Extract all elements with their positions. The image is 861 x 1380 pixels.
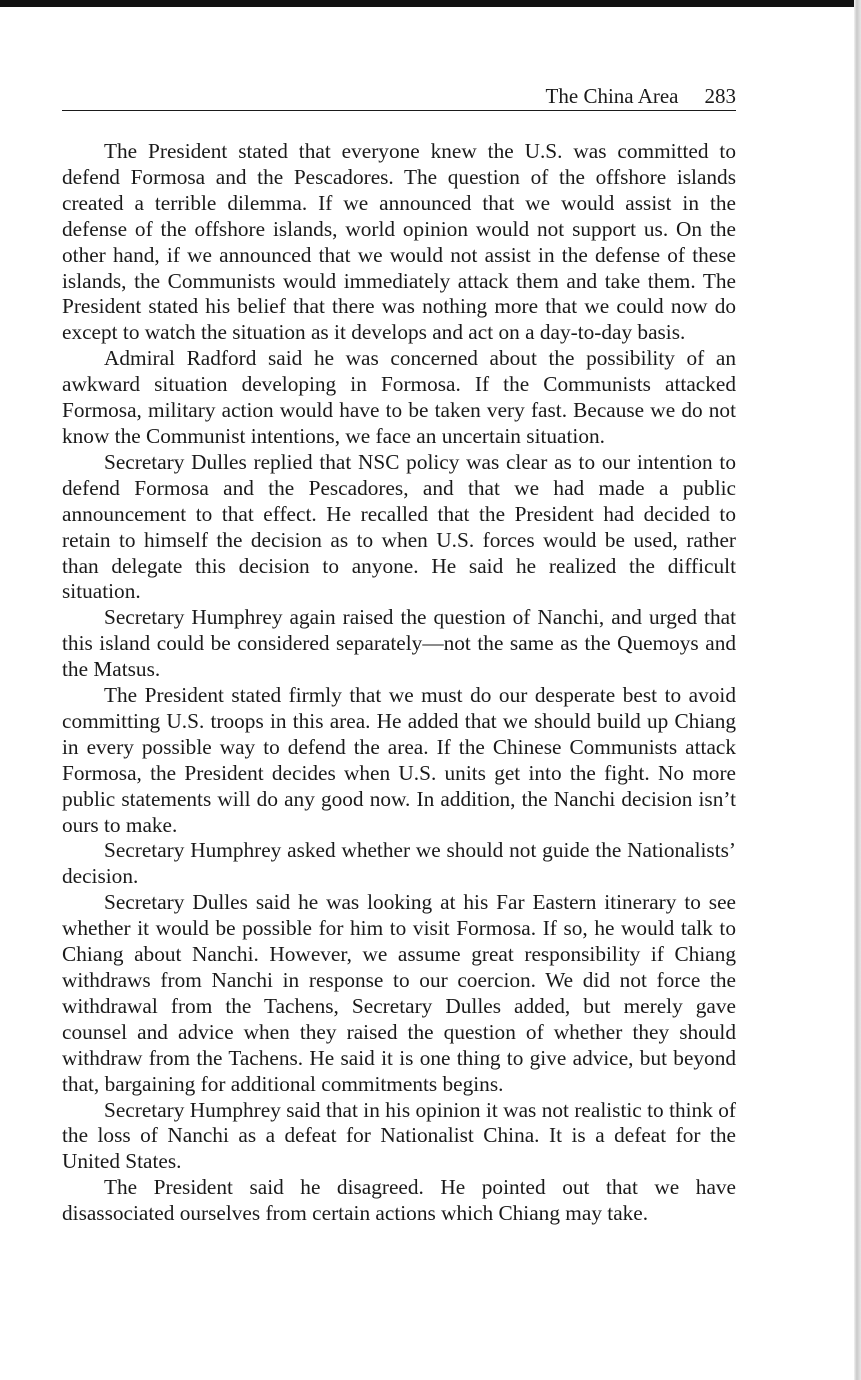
body-text	[62, 139, 736, 1227]
paragraph: The President said he disagreed. He pointed out that we have disassociated ourselves from certain actions which Chiang may take.	[62, 1175, 736, 1226]
paragraph: Secretary Humphrey asked whether we should not guide the Nationalists’ decision.	[62, 838, 736, 889]
paragraph: Secretary Humphrey again raised the question of Nanchi, and urged that this island could be considered separately—not the same as the Quemoys and the Matsus.	[62, 605, 736, 682]
running-head-title: The China Area	[545, 84, 679, 108]
paragraph: Secretary Humphrey said that in his opinion it was not realistic to think of the loss of Nanchi as a defeat for Nationalist China. It is a defeat for the United States.	[62, 1097, 736, 1174]
paragraph: Admiral Radford said he was concerned about the possibility of an awkward situation developing in Formosa. If the Communists attacked Formosa, military action would have to be taken very fast. Because we do not know the Communist intentions, we face an uncertain situation.	[62, 346, 736, 448]
paragraph: The President stated that everyone knew the U.S. was committed to defend Formosa and the Pescadores. The question of the offshore islands created a terrible dilemma. If we announced that we would assist in the defense of the offshore islands, world opinion would not support us. On the other hand, if we announced that we would not assist in the defense of these islands, the Communists would immediately attack them and take them. The President stated his belief that there was nothing more that we could now do except to watch the situation as it develops and act on a day-to-day basis.	[62, 139, 736, 345]
paragraph: Secretary Dulles said he was looking at his Far Eastern itinerary to see whether it would be possible for him to visit Formosa. If so, he would talk to Chiang about Nanchi. However, we assume great responsibility if Chiang withdraws from Nanchi in response to our coercion. We did not force the withdrawal from the Tachens, Secretary Dulles added, but merely gave counsel and advice when they raised the question of whether they should withdraw from the Tachens. He said it is one thing to give advice, but beyond that, bargaining for additional commitments begins.	[62, 890, 736, 1096]
scan-top-edge	[0, 0, 861, 7]
scan-right-edge	[854, 0, 861, 1380]
paragraph: The President stated firmly that we must do our desperate best to avoid committing U.S. troops in this area. He added that we should build up Chiang in every possible way to defend the area. If the Chinese Communists attack Formosa, the President decides when U.S. units get into the fight. No more public statements will do any good now. In addition, the Nanchi decision isn’t ours to make.	[62, 683, 736, 837]
paragraph: Secretary Dulles replied that NSC policy was clear as to our intention to defend Formosa and the Pescadores, and that we had made a public announcement to that effect. He recalled that the President had decided to retain to himself the decision as to when U.S. forces would be used, rather than delegate this decision to anyone. He said he realized the difficult situation.	[62, 449, 736, 604]
running-head	[62, 82, 736, 111]
page-number: 283	[704, 84, 736, 108]
